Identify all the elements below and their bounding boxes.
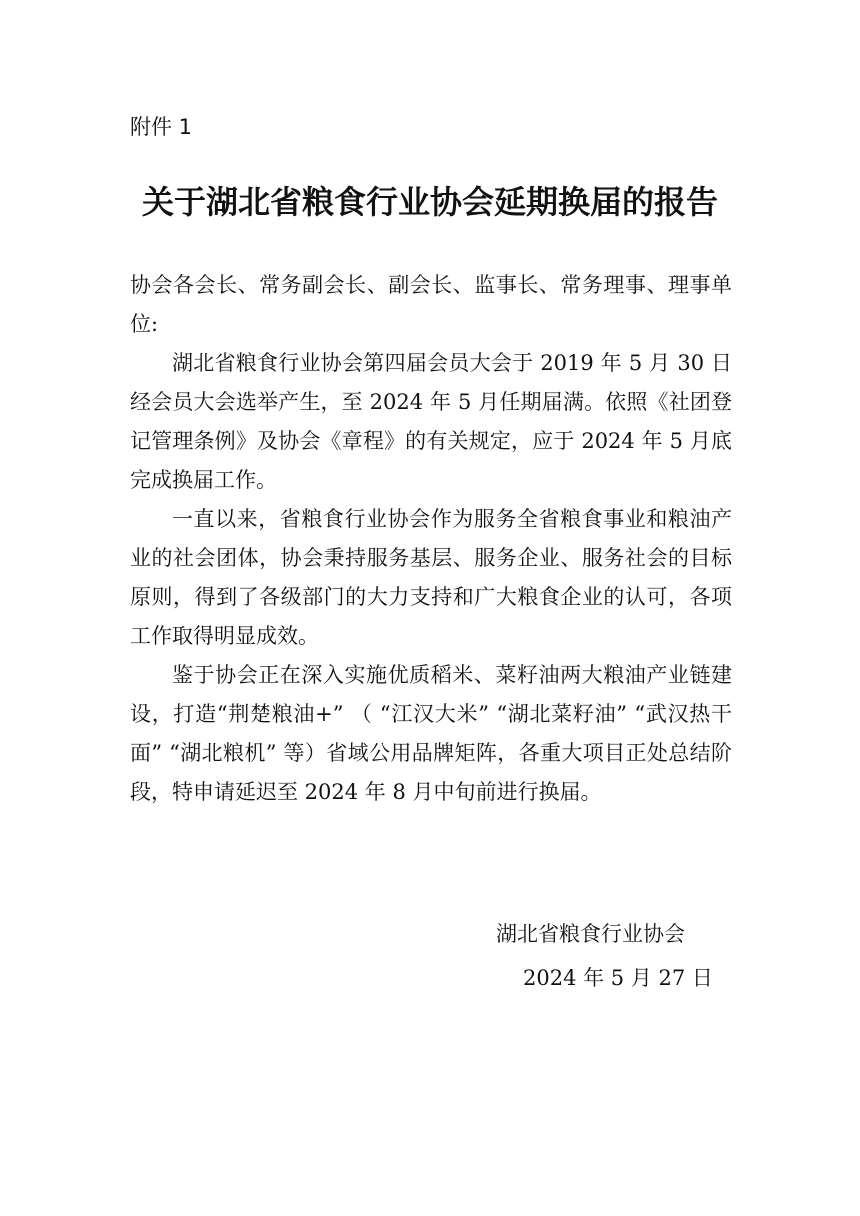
salutation: 协会各会长、常务副会长、副会长、监事长、常务理事、理事单位: [130,273,732,336]
signature-date: 2024 年 5 月 27 日 [523,966,713,990]
signature-block [460,914,720,998]
body-paragraph: 湖北省粮食行业协会第四届会员大会于 2019 年 5 月 30 日经会员大会选举产生，至 2024 年 5 月任期届满。依照《社团登记管理条例》及协会《章程》的有关规定，应于 2024 年 5 月底完成换届工作。 [130,351,732,492]
body-paragraph: 一直以来，省粮食行业协会作为服务全省粮食事业和粮油产业的社会团体，协会秉持服务基层、服务企业、服务社会的目标原则，得到了各级部门的大力支持和广大粮食企业的认可，各项工作取得明显成效。 [130,507,732,648]
attachment-label: 附件 1 [130,115,193,139]
document-body [130,266,732,812]
document-title: 关于湖北省粮食行业协会延期换届的报告 [141,183,718,221]
signature-organization: 湖北省粮食行业协会 [496,922,685,946]
body-paragraph: 鉴于协会正在深入实施优质稻米、菜籽油两大粮油产业链建设，打造“荆楚粮油+” （ “江汉大米” “湖北菜籽油” “武汉热干面” “湖北粮机” 等）省域公用品牌矩阵，各重大项目正处总结阶段，特申请延迟至 2024 年 8 月中旬前进行换届。 [130,663,732,804]
